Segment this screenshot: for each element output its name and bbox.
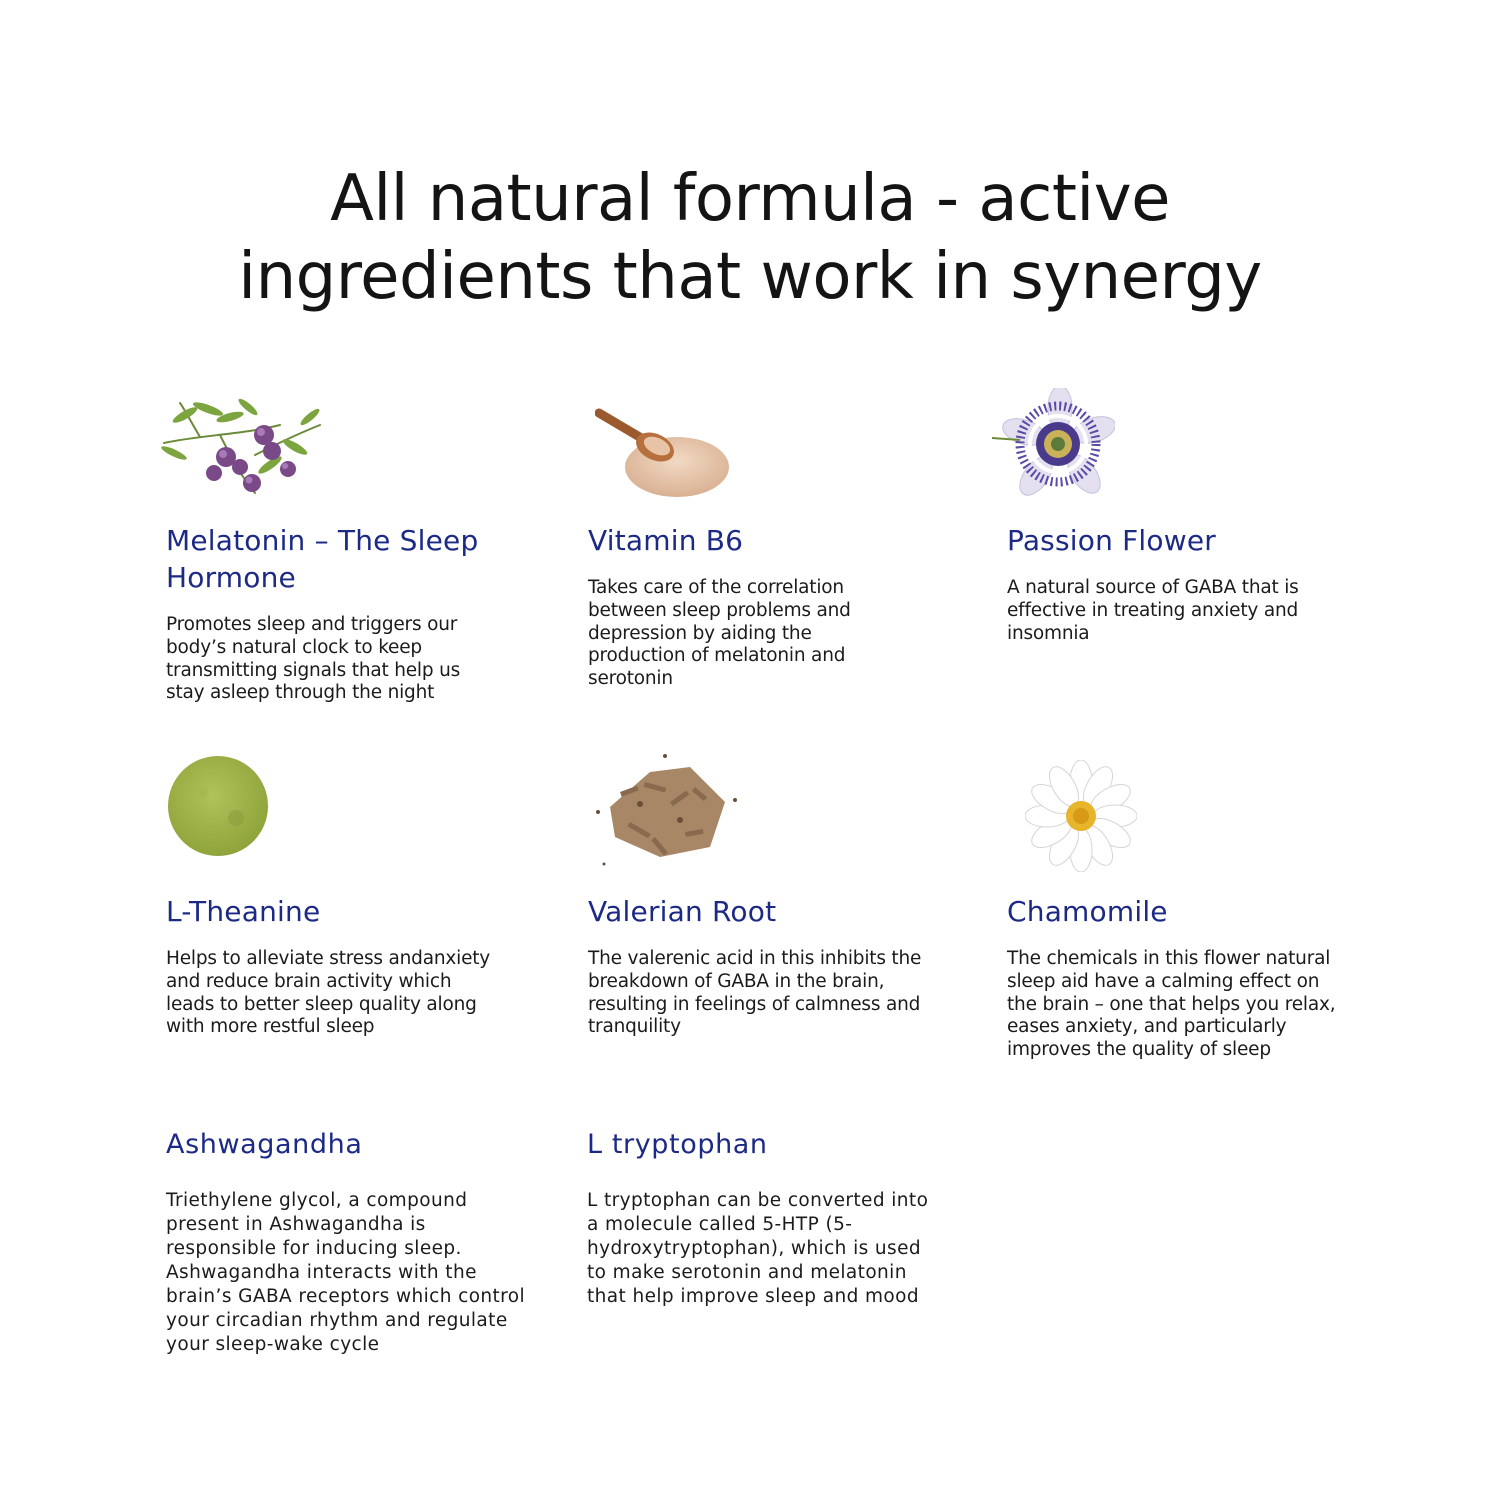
ingredient-title: Valerian Root (588, 895, 777, 928)
ingredient-card-vitamin-b6 (588, 522, 888, 691)
ingredient-title: L-Theanine (166, 895, 321, 928)
ingredient-description: A natural source of GABA that is effective in treating anxiety and insomnia (1007, 577, 1299, 644)
ingredient-description: Helps to alleviate stress andanxiety and reduce brain activity which leads to better sleep quality along with more restful sleep (166, 948, 491, 1038)
ingredient-description: The chemicals in this flower natural sleep aid have a calming effect on the brain – one that helps you relax, eases anxiety, and particularly improves the quality of sleep (1007, 948, 1336, 1061)
herb-sprig-icon (160, 395, 325, 500)
ingredient-title: Passion Flower (1007, 524, 1216, 557)
ingredient-title: Melatonin – The Sleep Hormone (166, 524, 479, 594)
ingredient-description: Takes care of the correlation between sleep problems and depression by aiding the production of melatonin and serotonin (588, 577, 851, 690)
ingredient-card-chamomile (1007, 893, 1357, 1062)
ingredient-title: L tryptophan (587, 1129, 768, 1160)
ingredient-card-melatonin (166, 522, 516, 705)
passion-flower-icon (990, 388, 1115, 506)
ingredient-description: Promotes sleep and triggers our body’s natural clock to keep transmitting signals that help us stay asleep through the night (166, 614, 461, 704)
powder-scoop-icon (595, 403, 735, 503)
headline-line-1: All natural formula - active (330, 162, 1170, 236)
ingredient-card-passion-flower (1007, 522, 1347, 645)
ingredient-description: Triethylene glycol, a compound present in Ashwagandha is responsible for inducing sleep. Ashwagandha interacts with the brain’s GABA receptors which control your circadian rhythm and regulate your sleep-wake cycle (166, 1190, 526, 1355)
ingredient-card-l-theanine (166, 893, 516, 1039)
dried-root-pile-icon (590, 752, 740, 872)
ingredient-title: Ashwagandha (166, 1129, 363, 1160)
headline (0, 160, 1500, 316)
ingredient-title: Chamomile (1007, 895, 1168, 928)
ingredient-card-l-tryptophan (587, 1126, 947, 1309)
ingredient-card-ashwagandha (166, 1126, 546, 1357)
chamomile-flower-icon (1025, 760, 1137, 872)
ingredient-description: L tryptophan can be converted into a molecule called 5-HTP (5-hydroxytryptophan), which is used to make serotonin and melatonin that help improve sleep and mood (587, 1190, 929, 1307)
headline-line-2: ingredients that work in synergy (238, 240, 1262, 314)
ingredient-description: The valerenic acid in this inhibits the breakdown of GABA in the brain, resulting in feelings of calmness and tranquility (588, 948, 922, 1038)
ingredient-card-valerian-root (588, 893, 938, 1039)
green-powder-icon (166, 754, 272, 858)
ingredient-title: Vitamin B6 (588, 524, 744, 557)
